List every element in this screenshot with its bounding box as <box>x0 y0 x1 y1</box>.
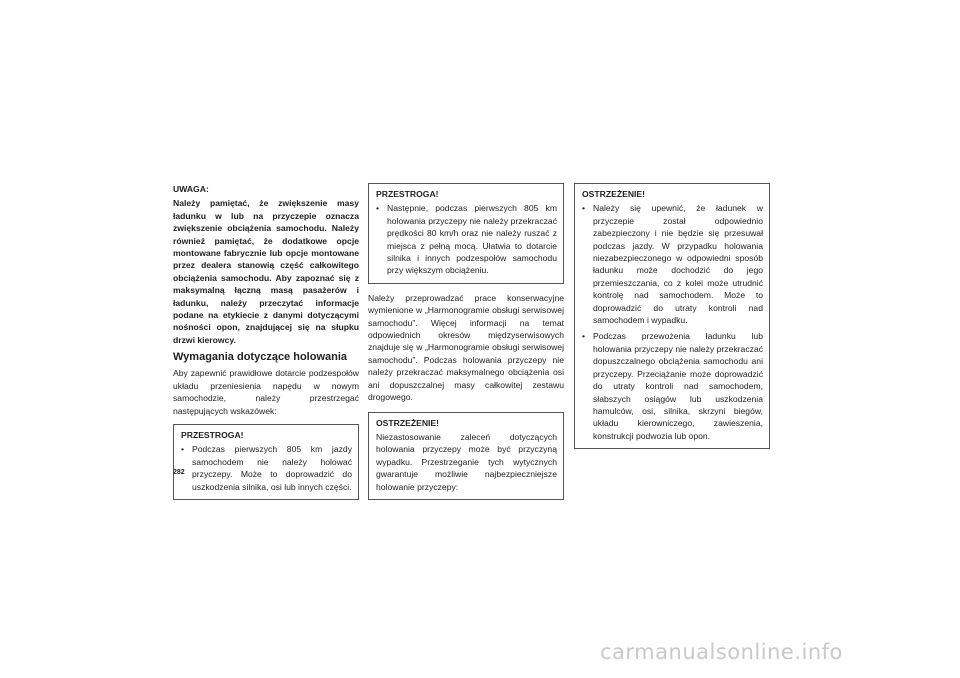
warning-box-2 <box>574 183 770 449</box>
column-3 <box>574 183 770 449</box>
caution-list <box>376 202 557 276</box>
warning-list <box>582 202 763 442</box>
list-item: • Następnie, podczas pierwszych 805 km holowania przyczepy nie należy przekraczać prędkości 80 km/h oraz nie należy ruszać z miejsca z pełną mocą. Ułatwia to dotarcie silnika i innych podzespołów samochodu przy większym obciążeniu. <box>376 202 557 276</box>
caution-box-2 <box>368 183 564 284</box>
column-1 <box>173 183 359 500</box>
list-item: • Należy się upewnić, że ładunek w przyczepie został odpowiednio zabezpieczony i nie będzie się przesuwał podczas jazdy. W przypadku holowania niezabezpieczonego w odpowiedni sposób ładunku może dochodzić do jego przemieszczania, co z kolei może utrudnić kontrolę nad samochodem. Może to doprowadzić do utraty kontroli nad samochodem i wypadku. <box>582 202 763 326</box>
warning-text: Niezastosowanie zaleceń dotyczących holowania przyczepy może być przyczyną wypadku. Przestrzeganie tych wytycznych gwarantuje możliwie najbezpieczniejsze holowanie przyczepy: <box>376 431 557 492</box>
note-text: Należy pamiętać, że zwiększenie masy ładunku w lub na przyczepie oznacza zwiększenie obciążenia samochodu. Należy również pamiętać, że dodatkowe opcje montowane fabrycznie lub opcje montowane przez dealera stanowią część całkowitego obciążenia samochodu. Aby zapoznać się z maksymalną łączną masą pasażerów i ładunku, należy przeczytać informacje podane na etykiecie z danymi dotyczącymi nośności opon, znajdującej się na słupku drzwi kierowcy. <box>173 198 359 345</box>
warning-heading: OSTRZEŻENIE! <box>376 417 440 428</box>
caution-list <box>181 443 352 493</box>
maintenance-paragraph: Należy przeprowadzać prace konserwacyjne wymienione w „Harmonogramie obsługi serwisowej samochodu”. Więcej informacji na temat odpowiednich okresów międzyserwisowych znajduje się w „Harmonogramie obsługi serwisowej samochodu”. Podczas holowania przyczepy nie należy przekraczać maksymalnego obciążenia osi ani dopuszczalnej masy całkowitej zestawu drogowego. <box>368 292 564 403</box>
warning-heading: OSTRZEŻENIE! <box>582 189 646 199</box>
intro-paragraph: Aby zapewnić prawidłowe dotarcie podzespołów układu przeniesienia napędu w nowym samochodzie, należy przestrzegać następujących wskazówek: <box>173 368 359 416</box>
list-item: • Podczas pierwszych 805 km jazdy samochodem nie należy holować przyczepy. Może to doprowadzić do uszkodzenia silnika, osi lub innych części. <box>181 443 352 493</box>
list-item: • Podczas przewożenia ładunku lub holowania przyczepy nie należy przekraczać dopuszczalnego obciążenia samochodu ani przyczepy. Przeciążanie może doprowadzić do utraty kontroli nad samochodem, słabszych osiągów lub uszkodzenia hamulców, osi, silnika, skrzyni biegów, układu kierowniczego, zawieszenia, konstrukcji podwozia lub opon. <box>582 330 763 442</box>
watermark: carmanualsonline.info <box>600 640 843 664</box>
caution-heading: PRZESTROGA! <box>376 189 439 199</box>
page-number: 282 <box>173 469 185 476</box>
note-heading: UWAGA: <box>173 184 209 194</box>
caution-box-1 <box>173 424 359 500</box>
column-2 <box>368 183 564 500</box>
section-title: Wymagania dotyczące holowania <box>173 351 348 364</box>
caution-heading: PRZESTROGA! <box>181 429 244 440</box>
warning-box-1 <box>368 412 564 500</box>
